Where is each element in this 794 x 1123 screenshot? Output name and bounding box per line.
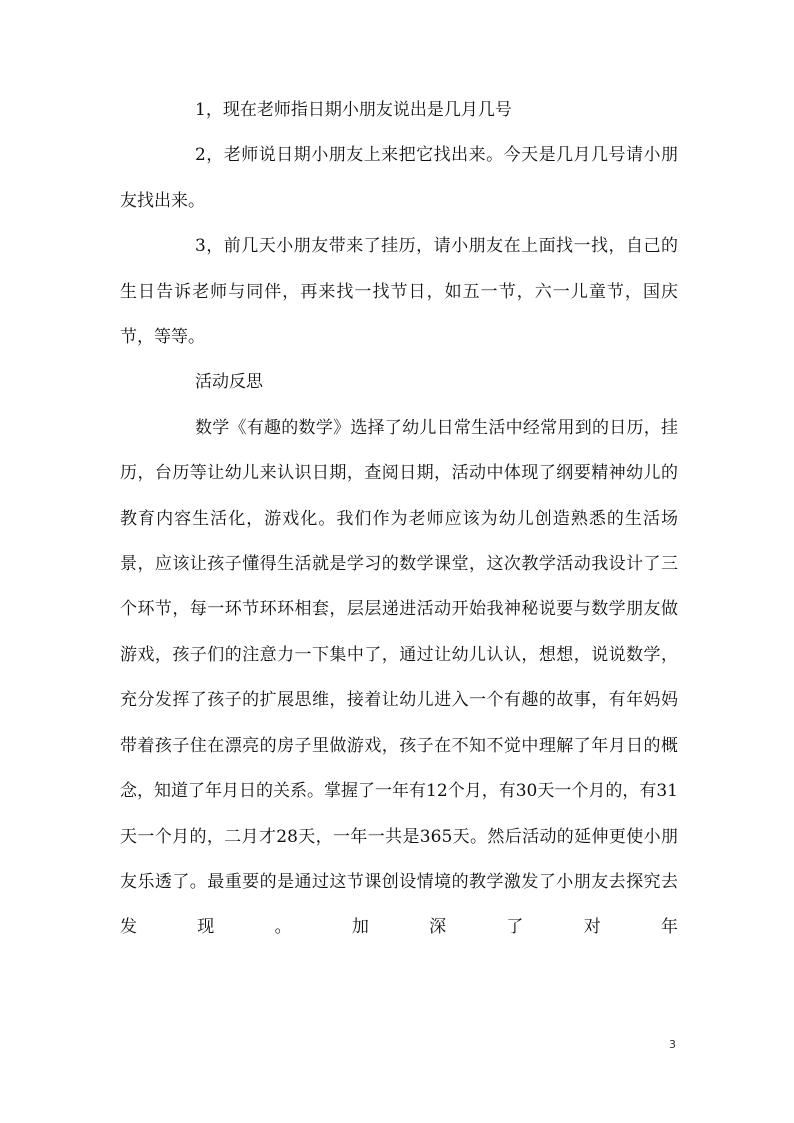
paragraph-reflection-body: 数学《有趣的数学》选择了幼儿日常生活中经常用到的日历，挂历，台历等让幼儿来认识日期，查阅日期，活动中体现了纲要精神幼儿的教育内容生活化，游戏化。我们作为老师应该为幼儿创造熟悉的生活场景，应该让孩子懂得生活就是学习的数学课堂，这次教学活动我设计了三个环节，每一环节环环相套，层层递进活动开始我神秘说要与数学朋友做游戏，孩子们的注意力一下集中了，通过让幼儿认认，想想，说说数学，充分发挥了孩子的扩展思维，接着让幼儿进入一个有趣的故事，有年妈妈带着孩子住在漂亮的房子里做游戏，孩子在不知不觉中理解了年月日的概念，知道了年月日的关系。掌握了一年有12个月，有30天一个月的，有31天一个月的，二月才28天，一年一共是365天。然后活动的延伸更使小朋友乐透了。最重要的是通过这节课创设情境的教学激发了小朋友去探究去发现。加深了对年 [120, 417, 678, 938]
paragraph-step-2: 2，老师说日期小朋友上来把它找出来。今天是几月几号请小朋友找出来。 [120, 145, 678, 211]
page-number: 3 [669, 1038, 676, 1051]
document-page [120, 88, 678, 951]
section-heading-reflection: 活动反思 [195, 372, 263, 393]
paragraph-step-1: 1，现在老师指日期小朋友说出是几月几号 [195, 100, 512, 120]
paragraph-step-3: 3，前几天小朋友带来了挂历，请小朋友在上面找一找，自己的生日告诉老师与同伴，再来找一找节日，如五一节，六一儿童节，国庆节，等等。 [120, 236, 678, 348]
